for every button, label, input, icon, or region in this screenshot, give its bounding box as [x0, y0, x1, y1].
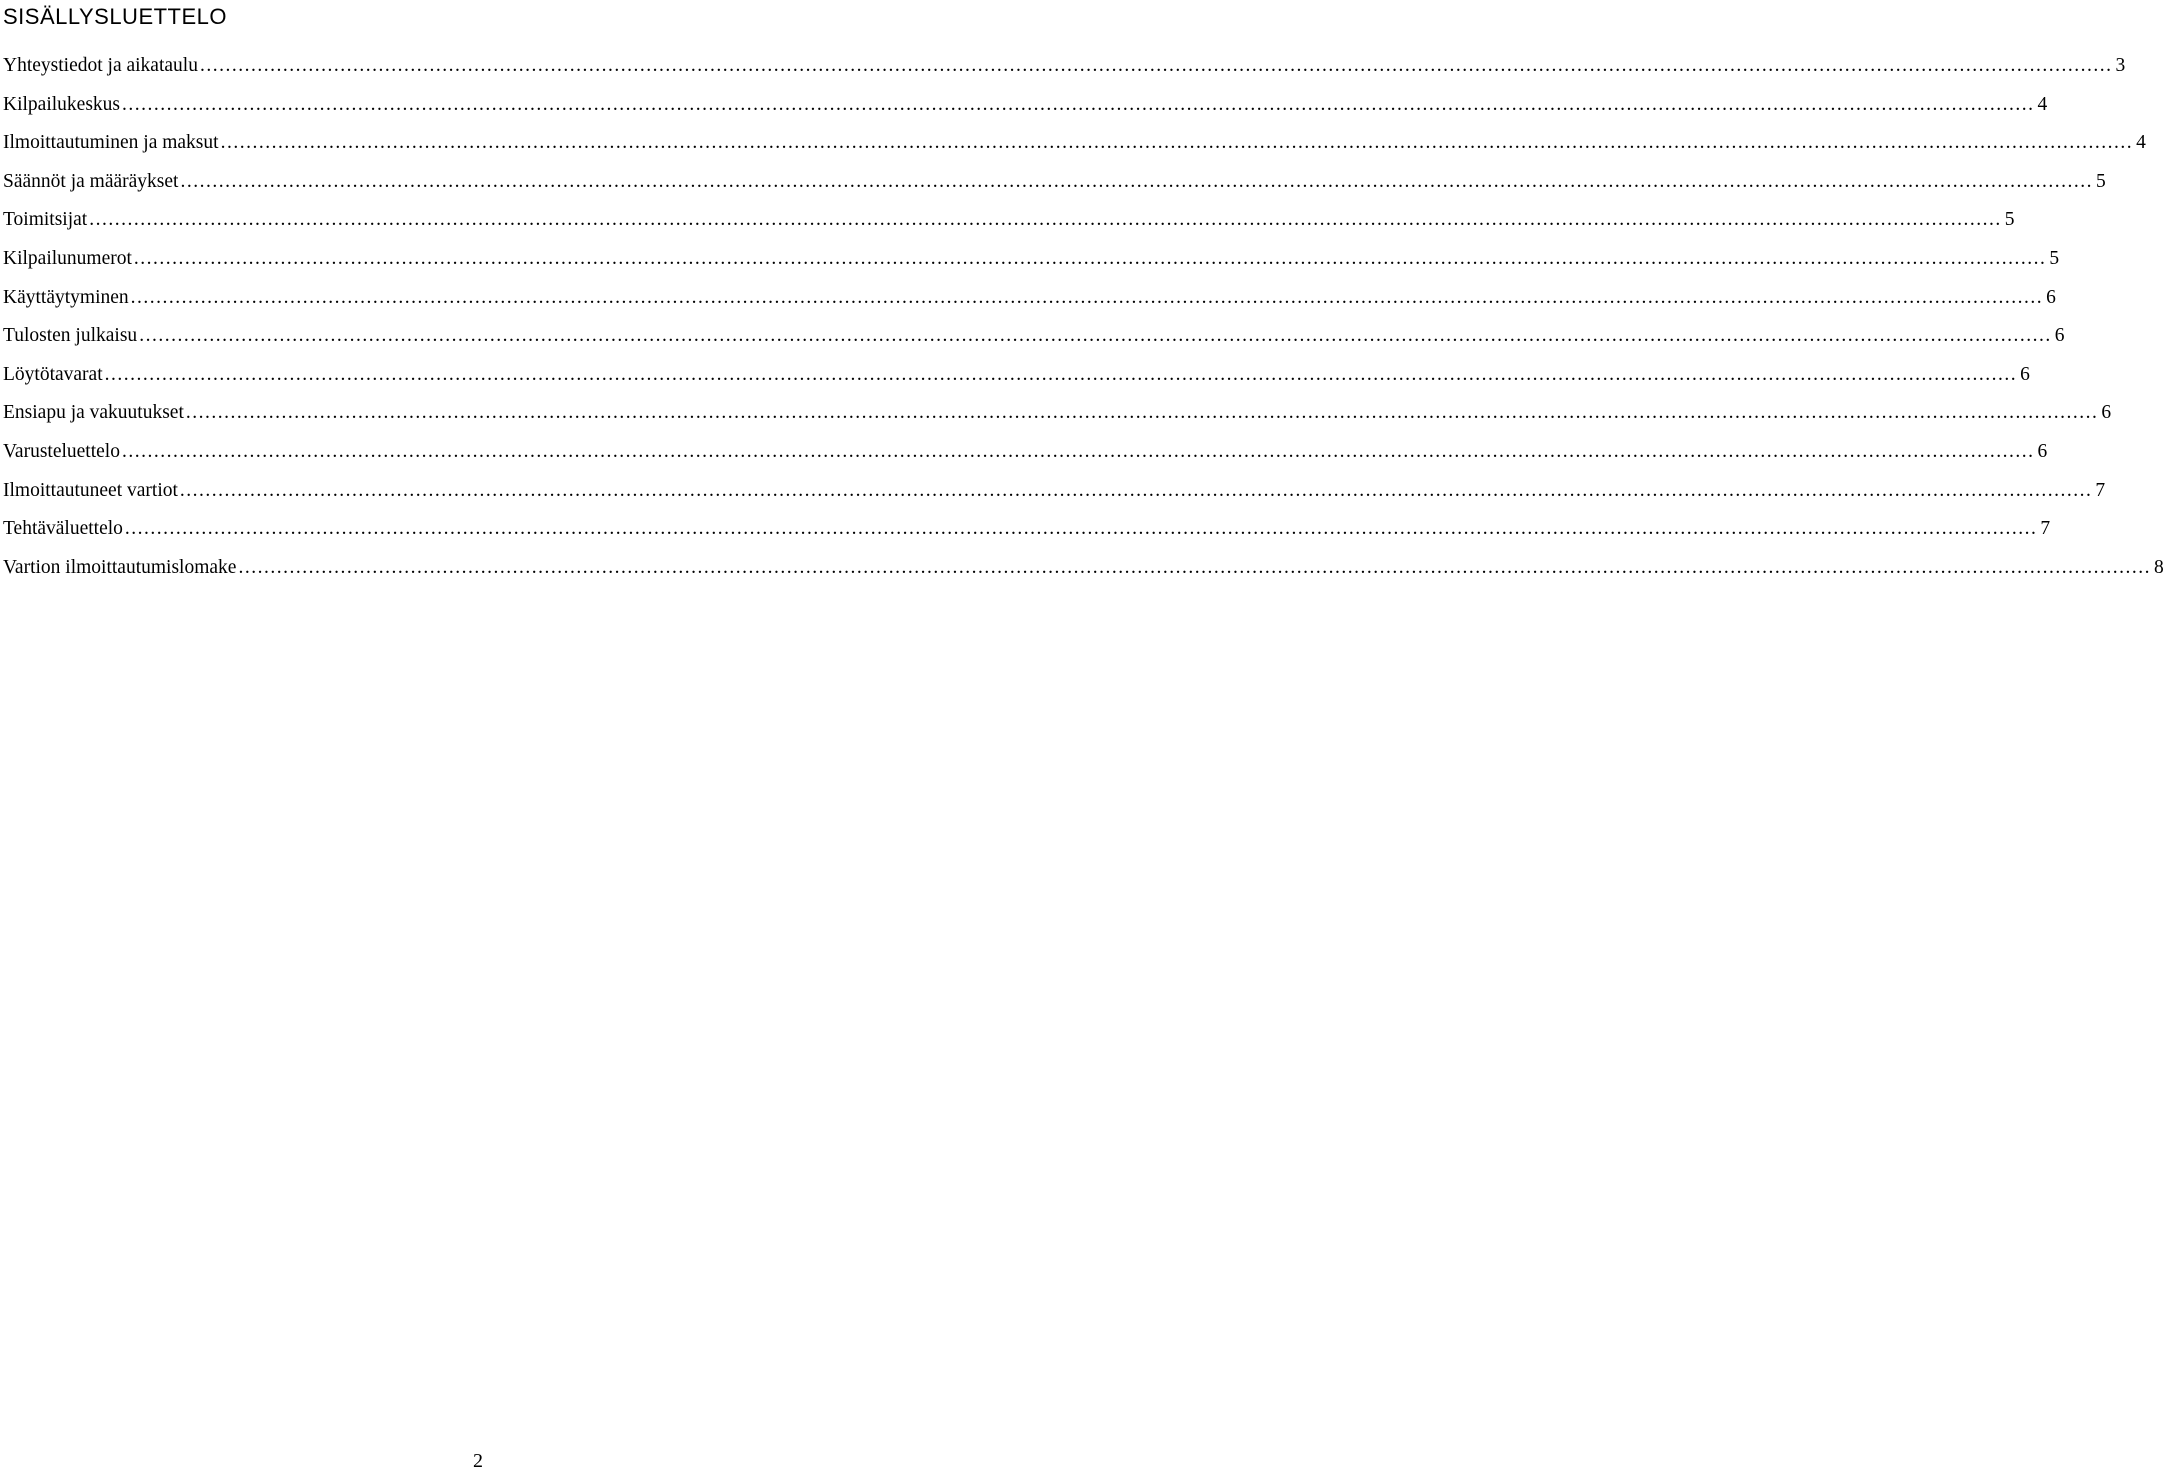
toc-entry-label: Ensiapu ja vakuutukset	[3, 402, 184, 424]
toc-entry-label: Yhteystiedot ja aikataulu	[3, 55, 198, 76]
toc-entry[interactable]	[3, 356, 2030, 395]
toc-entry-page: 5	[2095, 170, 2106, 192]
toc-entry-page: 5	[2004, 209, 2015, 231]
toc-entry-page: 6	[2046, 286, 2056, 308]
toc-entry-label: Ilmoittautuminen ja maksut	[3, 132, 219, 154]
toc-entry[interactable]	[3, 433, 2048, 472]
toc-entry-page: 3	[2115, 55, 2126, 76]
toc-entry-label: Vartion ilmoittautumislomake	[3, 556, 237, 578]
toc-entry-label: Kilpailunumerot	[3, 247, 132, 269]
toc-entry[interactable]	[3, 240, 2060, 279]
toc-entry-page: 4	[2136, 132, 2146, 154]
toc-entry-page: 7	[2040, 518, 2051, 540]
toc-entry-label: Tulosten julkaisu	[3, 325, 138, 347]
toc-dot-leader: ............................................................................................................................................................................................................................................................................................................	[199, 55, 2113, 76]
toc-dot-leader: ............................................................................................................................................................................................................................................................................................................	[220, 132, 2134, 154]
toc-entry[interactable]	[3, 124, 2146, 163]
toc-entry-page: 4	[2037, 93, 2048, 115]
toc-dot-leader: ............................................................................................................................................................................................................................................................................................................	[238, 556, 2151, 578]
toc-dot-leader: ............................................................................................................................................................................................................................................................................................................	[104, 363, 2018, 385]
toc-entry-label: Tehtäväluettelo	[3, 518, 123, 540]
toc-entry-page: 8	[2153, 556, 2164, 578]
toc-entry-label: Käyttäytyminen	[3, 286, 129, 308]
toc-entry-page: 6	[2054, 325, 2065, 347]
toc-entry-label: Ilmoittautuneet vartiot	[3, 479, 178, 501]
toc-entry-label: Löytötavarat	[3, 363, 103, 385]
toc-dot-leader: ............................................................................................................................................................................................................................................................................................................	[139, 325, 2052, 347]
toc-dot-leader: ............................................................................................................................................................................................................................................................................................................	[130, 286, 2044, 308]
toc-dot-leader: ............................................................................................................................................................................................................................................................................................................	[180, 170, 2093, 192]
toc-dot-leader: ............................................................................................................................................................................................................................................................................................................	[121, 440, 2035, 462]
toc-entry-page: 6	[2101, 402, 2112, 424]
toc-entry[interactable]	[3, 201, 2015, 240]
toc-entry-page: 5	[2049, 247, 2060, 269]
toc-entry-page: 6	[2020, 363, 2030, 385]
toc-list	[3, 47, 2164, 587]
toc-dot-leader: ............................................................................................................................................................................................................................................................................................................	[124, 518, 2038, 540]
toc-entry[interactable]	[3, 317, 2065, 356]
toc-entry[interactable]	[3, 163, 2106, 202]
toc-entry[interactable]	[3, 279, 2056, 318]
toc-entry[interactable]	[3, 510, 2051, 549]
toc-entry-page: 6	[2037, 440, 2048, 462]
page-number: 2	[473, 1450, 483, 1472]
toc-entry[interactable]	[3, 47, 2126, 86]
toc-entry[interactable]	[3, 472, 2106, 511]
toc-entry-label: Toimitsijat	[3, 209, 88, 231]
toc-dot-leader: ............................................................................................................................................................................................................................................................................................................	[133, 247, 2047, 269]
toc-entry[interactable]	[3, 394, 2112, 433]
toc-dot-leader: ............................................................................................................................................................................................................................................................................................................	[89, 209, 2002, 231]
toc-entry-label: Kilpailukeskus	[3, 93, 120, 115]
toc-entry[interactable]	[3, 86, 2048, 125]
toc-dot-leader: ............................................................................................................................................................................................................................................................................................................	[179, 479, 2093, 501]
toc-entry-label: Varusteluettelo	[3, 440, 120, 462]
toc-entry[interactable]	[3, 549, 2164, 588]
toc-title: SISÄLLYSLUETTELO	[3, 4, 228, 29]
toc-entry-page: 7	[2095, 479, 2106, 501]
toc-dot-leader: ............................................................................................................................................................................................................................................................................................................	[122, 93, 2035, 115]
toc-entry-label: Säännöt ja määräykset	[3, 170, 179, 192]
toc-dot-leader: ............................................................................................................................................................................................................................................................................................................	[185, 402, 2099, 424]
